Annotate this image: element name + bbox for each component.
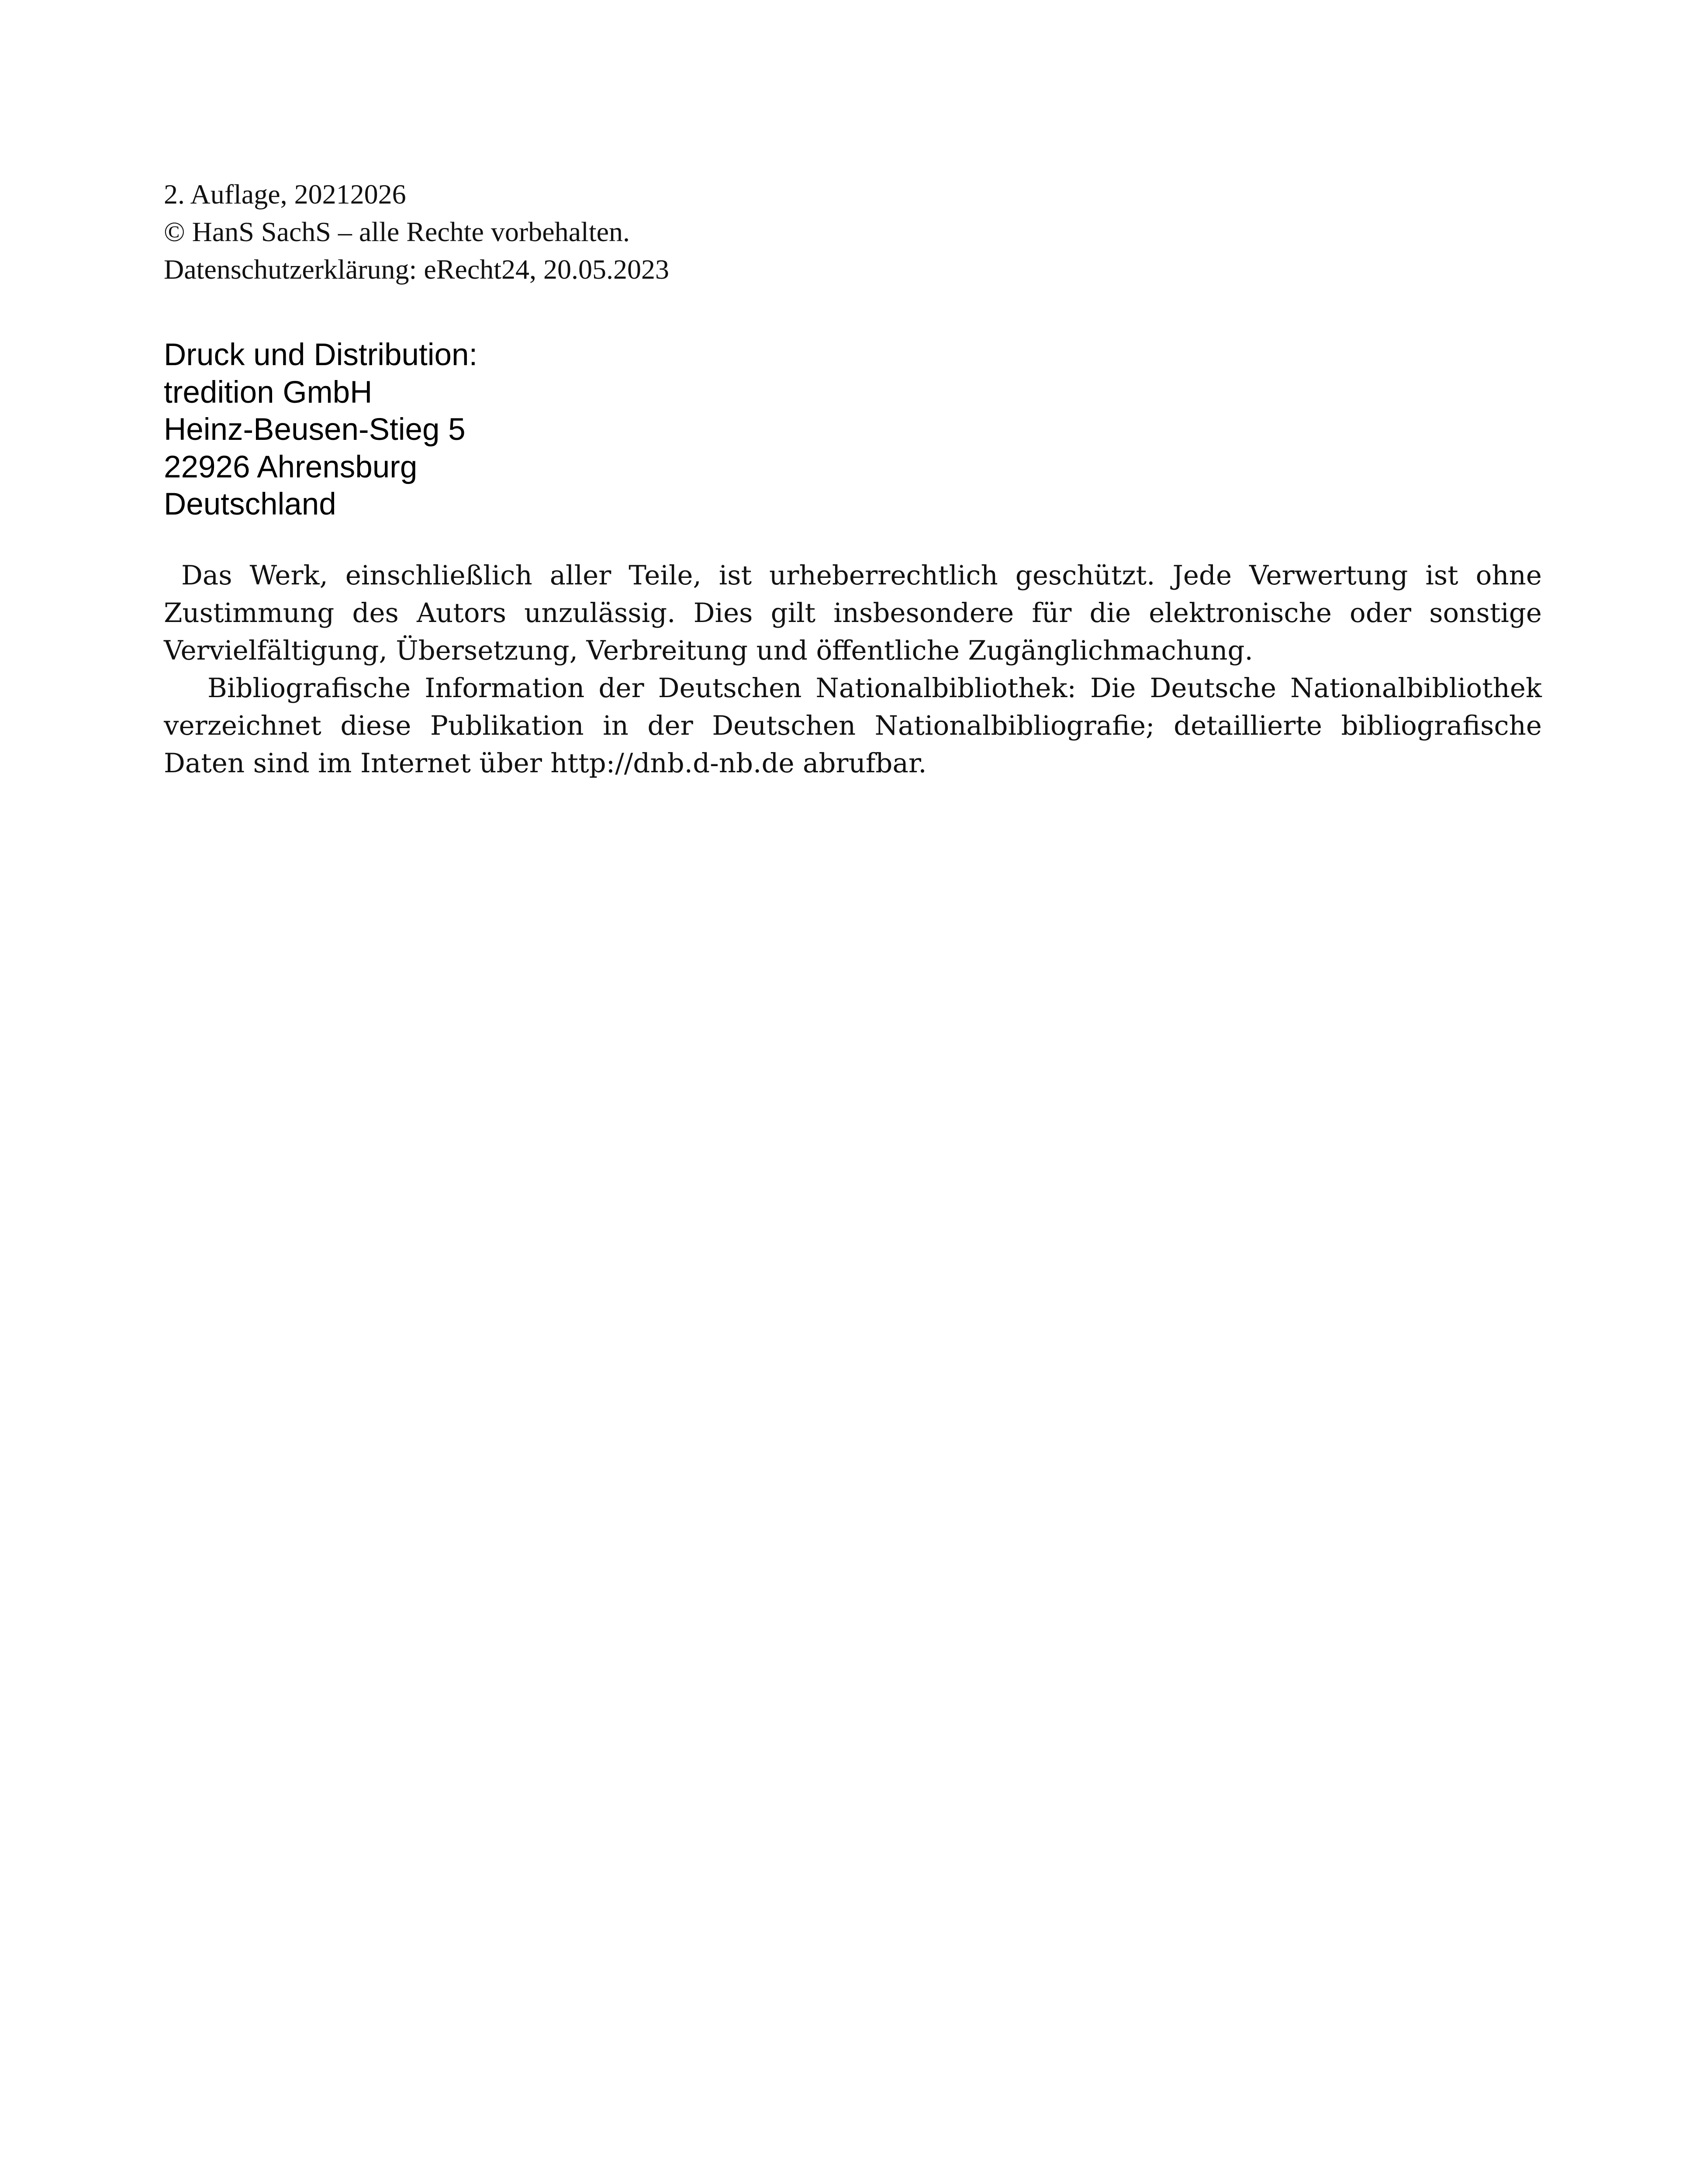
street-address: Heinz-Beusen-Stieg 5: [164, 412, 466, 447]
postal-city: 22926 Ahrensburg: [164, 449, 418, 484]
copyright-line: © HanS SachS – alle Rechte vorbehalten.: [164, 216, 630, 247]
legal-notice: [164, 557, 1542, 782]
company-name: tredition GmbH: [164, 375, 373, 410]
copyright-notice-paragraph: Das Werk, einschließlich aller Teile, ist urheberrechtlich geschützt. Jede Verwertung ist ohne Zustimmung des Autors unzulässig. Dies gilt insbesondere für die elektronische oder sonstige Vervielfältigung, Übersetzung, Verbreitung und öffentliche Zugänglichmachung.: [164, 560, 1542, 666]
country: Deutschland: [164, 487, 336, 522]
imprint-block: [164, 176, 669, 288]
privacy-line: Datenschutzerklärung: eRecht24, 20.05.2023: [164, 254, 669, 285]
edition-line: 2. Auflage, 20212026: [164, 179, 406, 210]
distribution-heading: Druck und Distribution:: [164, 338, 478, 372]
bibliographic-notice-paragraph: Bibliografische Information der Deutschen Nationalbibliothek: Die Deutsche Nationalbibliothek verzeichnet diese Publikation in der Deutschen Nationalbibliografie; detaillierte bibliografische Daten sind im Internet über http://dnb.d-nb.de abrufbar.: [164, 673, 1542, 779]
distribution-address: [164, 336, 477, 523]
